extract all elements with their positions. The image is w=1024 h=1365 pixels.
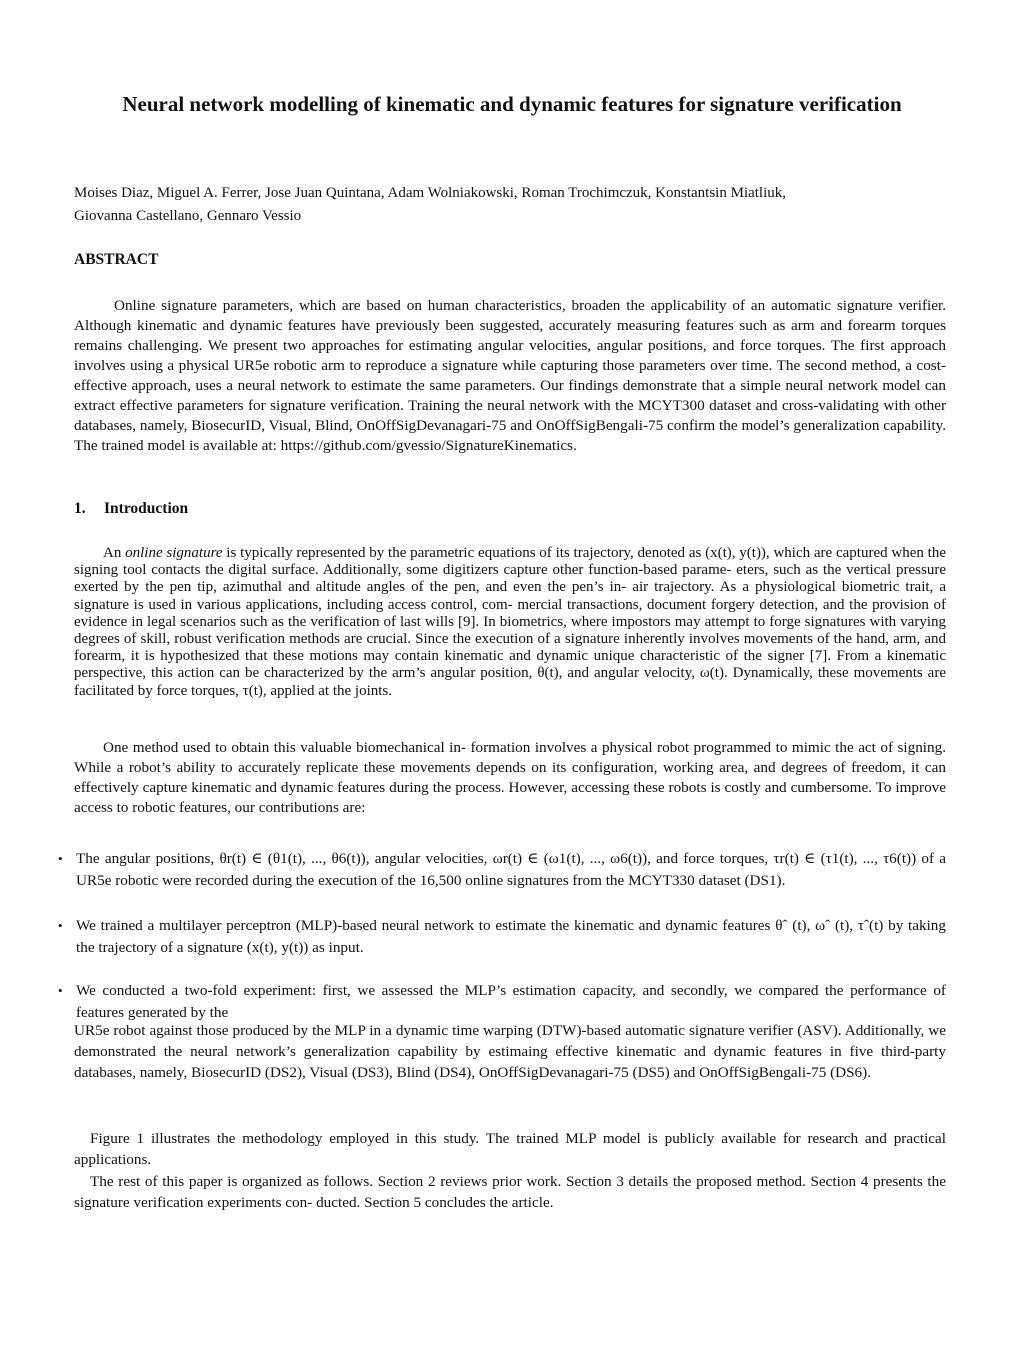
abstract-heading: ABSTRACT bbox=[74, 251, 159, 268]
intro-p1-body: is typically represented by the parametric equations of its trajectory, denoted as (x(t), y(t)), which are captured when the signing tool contacts the digital surface. Additionally, some digitizers capture other function-based parame- eters, such as the vertical pressure exerted by the pen tip, azimuthal and altitude angles of the pen, and even the pen’s in- air trajectory. As a physiological biometric trait, a signature is used in various applications, including access control, com- mercial transactions, document forgery detection, and the provision of evidence in legal scenarios such as the verification of last wills [9]. In biometrics, where impostors may attempt to forge signatures with varying degrees of skill, robust verification methods are crucial. Since the execution of a signature inherently involves movements of the hand, arm, and forearm, it is hypothesized that these motions may contain kinematic and dynamic unique characteristic of the signer [7]. From a kinematic perspective, this action can be characterized by the arm’s angular position, θ(t), and angular velocity, ω(t). Dynamically, these movements are facilitated by force torques, τ(t), applied at the joints. bbox=[74, 545, 946, 699]
bullet-1-text: The angular positions, θr(t) ∈ (θ1(t), ..., θ6(t)), angular velocities, ωr(t) ∈ (ω1(t), ..., ω6(t)), and force torques, τr(t) ∈ (τ1(t), ..., τ6(t)) of a UR5e robotic were recorded during the execution of the 16,500 online signatures from the MCYT330 dataset (DS1). bbox=[76, 850, 946, 889]
bullet-dot-icon: • bbox=[58, 983, 63, 998]
intro-paragraph-1 bbox=[74, 545, 946, 700]
intro-paragraph-2: One method used to obtain this valuable biomechanical in- formation involves a physical robot programmed to mimic the act of signing. While a robot’s ability to accurately replicate these movements depends on its configuration, working area, and degrees of freedom, it can effectively capture kinematic and dynamic features during the process. However, accessing these robots is costly and cumbersome. To improve access to robotic features, our contributions are: bbox=[74, 739, 946, 816]
section-1-heading bbox=[74, 499, 188, 519]
contribution-bullet-1 bbox=[58, 848, 946, 892]
bullet-dot-icon: • bbox=[58, 918, 63, 933]
figure-reference-paragraph: Figure 1 illustrates the methodology employed in this study. The trained MLP model is publicly available for research and practical applications. bbox=[74, 1130, 946, 1168]
bullet-3-text: We conducted a two-fold experiment: first, we assessed the MLP’s estimation capacity, and secondly, we compared the performance of features generated by the bbox=[76, 982, 946, 1021]
bullet-dot-icon: • bbox=[58, 851, 63, 866]
paper-title: Neural network modelling of kinematic and dynamic features for signature verification bbox=[122, 92, 902, 116]
paper-organization-paragraph: The rest of this paper is organized as follows. Section 2 reviews prior work. Section 3 details the proposed method. Section 4 presents the signature verification experiments con- ducted. Section 5 concludes the article. bbox=[74, 1173, 946, 1211]
intro-p1-lead: An bbox=[103, 545, 126, 561]
section-1-title: Introduction bbox=[104, 500, 189, 517]
contribution-bullet-2 bbox=[58, 915, 946, 959]
bullet-3-continuation: UR5e robot against those produced by the MLP in a dynamic time warping (DTW)-based automatic signature verifier (ASV). Additionally, we demonstrated the neural network’s generalization capability by estimaing effective kinematic and dynamic features in five third-party databases, namely, BiosecurID (DS2), Visual (DS3), Blind (DS4), OnOffSigDevanagari-75 (DS5) and OnOffSigBengali-75 (DS6). bbox=[74, 1022, 946, 1081]
abstract-text: Online signature parameters, which are based on human characteristics, broaden the applicability of an automatic signature verifier. Although kinematic and dynamic features have previously been suggested, accurately measuring features such as arm and forearm torques remains challenging. We present two approaches for estimating angular velocities, angular positions, and force torques. The first approach involves using a physical UR5e robotic arm to reproduce a signature while capturing those parameters over time. The second method, a cost-effective approach, uses a neural network to estimate the same parameters. Our findings demonstrate that a simple neural network model can extract effective parameters for signature verification. Training the neural network with the MCYT300 dataset and cross-validating with other databases, namely, BiosecurID, Visual, Blind, OnOffSigDevanagari-75 and OnOffSigBengali-75 confirm the model’s generalization capability. The trained model is available at: https://github.com/gvessio/SignatureKinematics. bbox=[74, 297, 946, 454]
authors-line-2: Giovanna Castellano, Gennaro Vessio bbox=[74, 208, 302, 224]
bullet-2-text: We trained a multilayer perceptron (MLP)-based neural network to estimate the kinematic and dynamic features θˆ (t), ωˆ (t), τˆ(t) by taking the trajectory of a signature (x(t), y(t)) as input. bbox=[76, 917, 946, 956]
contribution-bullet-3 bbox=[58, 980, 946, 1024]
intro-p1-emphasis: online signature bbox=[125, 545, 223, 561]
section-1-number: 1. bbox=[74, 500, 86, 517]
authors-line-1: Moises Diaz, Miguel A. Ferrer, Jose Juan Quintana, Adam Wolniakowski, Roman Trochimczuk, Konstantsin Miatliuk, bbox=[74, 185, 787, 201]
author-list bbox=[74, 182, 950, 228]
